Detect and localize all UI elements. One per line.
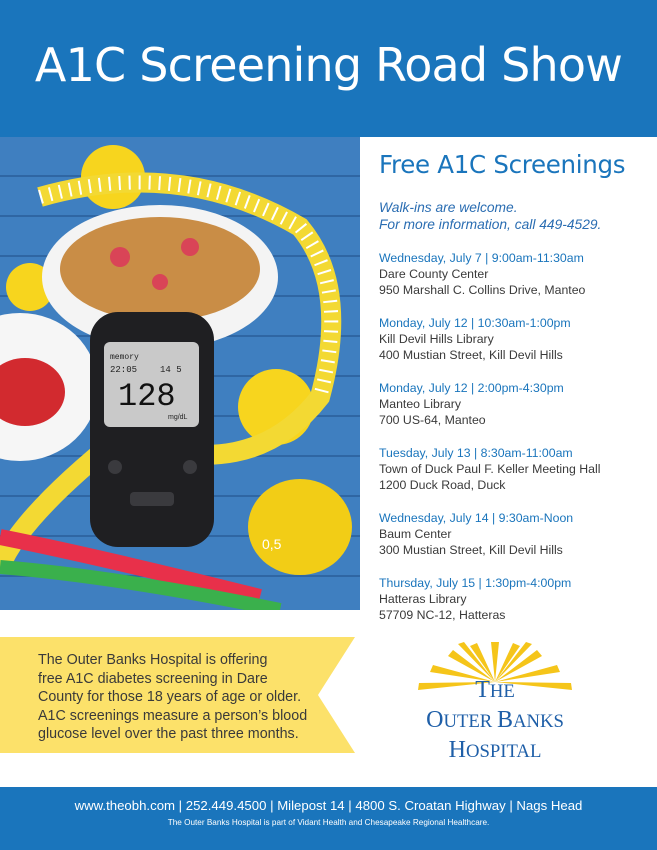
- meter-reading: 128: [118, 378, 176, 415]
- logo-letter: B: [496, 707, 513, 733]
- event-address: 300 Mustian Street, Kill Devil Hills: [379, 543, 563, 557]
- meter-date: 14 5: [160, 365, 182, 375]
- hospital-logo: [400, 676, 590, 766]
- footer-note: The Outer Banks Hospital is part of Vidant Health and Chesapeake Regional Healthcare.: [167, 818, 490, 827]
- page-title: A1C Screening Road Show: [34, 38, 623, 92]
- footer-contact: www.theobh.com | 252.449.4500 | Milepost 14 | 4800 S. Croatan Highway | Nags Head: [74, 798, 583, 813]
- event-when: Wednesday, July 14 | 9:30am-Noon: [379, 511, 574, 525]
- banner-line: The Outer Banks Hospital is offering: [38, 652, 268, 668]
- logo-letter: H: [448, 737, 466, 763]
- event-address: 950 Marshall C. Collins Drive, Manteo: [379, 283, 586, 297]
- meter-memory-label: memory: [110, 353, 139, 362]
- glucose-meter-photo: [0, 137, 360, 610]
- screening-info: [379, 150, 651, 623]
- event-when: Monday, July 12 | 2:00pm-4:30pm: [379, 381, 564, 395]
- event-venue: Kill Devil Hills Library: [379, 332, 494, 346]
- logo-letters: UTER: [443, 711, 497, 732]
- event-item: [379, 380, 651, 428]
- logo-line: [400, 706, 590, 736]
- event-item: [379, 250, 651, 298]
- banner-line: A1C screenings measure a person’s blood: [38, 707, 308, 724]
- event-address: 1200 Duck Road, Duck: [379, 478, 506, 492]
- event-address: 57709 NC-12, Hatteras: [379, 608, 506, 622]
- event-when: Thursday, July 15 | 1:30pm-4:00pm: [379, 576, 572, 590]
- walkins-line: Walk-ins are welcome.: [379, 200, 518, 215]
- event-address: 400 Mustian Street, Kill Devil Hills: [379, 348, 563, 362]
- event-when: Wednesday, July 7 | 9:00am-11:30am: [379, 251, 584, 265]
- banner-line: glucose level over the past three months.: [38, 726, 299, 743]
- event-venue: Baum Center: [379, 527, 452, 541]
- footer-band: [0, 787, 657, 850]
- event-item: [379, 445, 651, 493]
- logo-letters: HE: [489, 681, 515, 702]
- header-band: [0, 0, 657, 137]
- event-item: [379, 575, 651, 623]
- banner-line: free A1C diabetes screening in Dare: [38, 670, 268, 687]
- logo-letter: T: [475, 677, 490, 703]
- logo-line: [400, 736, 590, 766]
- logo-letter: O: [426, 707, 444, 733]
- event-address: 700 US-64, Manteo: [379, 413, 486, 427]
- banner-text: [38, 651, 328, 744]
- event-venue: Dare County Center: [379, 267, 489, 281]
- meter-unit: mg/dL: [168, 414, 188, 421]
- dumbbell-label: 0,5: [262, 536, 282, 552]
- event-venue: Town of Duck Paul F. Keller Meeting Hall: [379, 462, 601, 476]
- meter-time: 22:05: [110, 365, 138, 375]
- info-heading: Free A1C Screenings: [379, 150, 626, 179]
- event-venue: Manteo Library: [379, 397, 462, 411]
- event-when: Tuesday, July 13 | 8:30am-11:00am: [379, 446, 573, 460]
- banner-line: County for those 18 years of age or older.: [38, 689, 302, 706]
- logo-line: [400, 676, 590, 706]
- event-item: [379, 315, 651, 363]
- event-item: [379, 510, 651, 558]
- walkins-note: [379, 199, 651, 233]
- phone-line: For more information, call 449-4529.: [379, 217, 602, 232]
- logo-letters: ANKS: [512, 711, 564, 732]
- event-venue: Hatteras Library: [379, 592, 467, 606]
- event-when: Monday, July 12 | 10:30am-1:00pm: [379, 316, 571, 330]
- logo-letters: OSPITAL: [465, 741, 542, 762]
